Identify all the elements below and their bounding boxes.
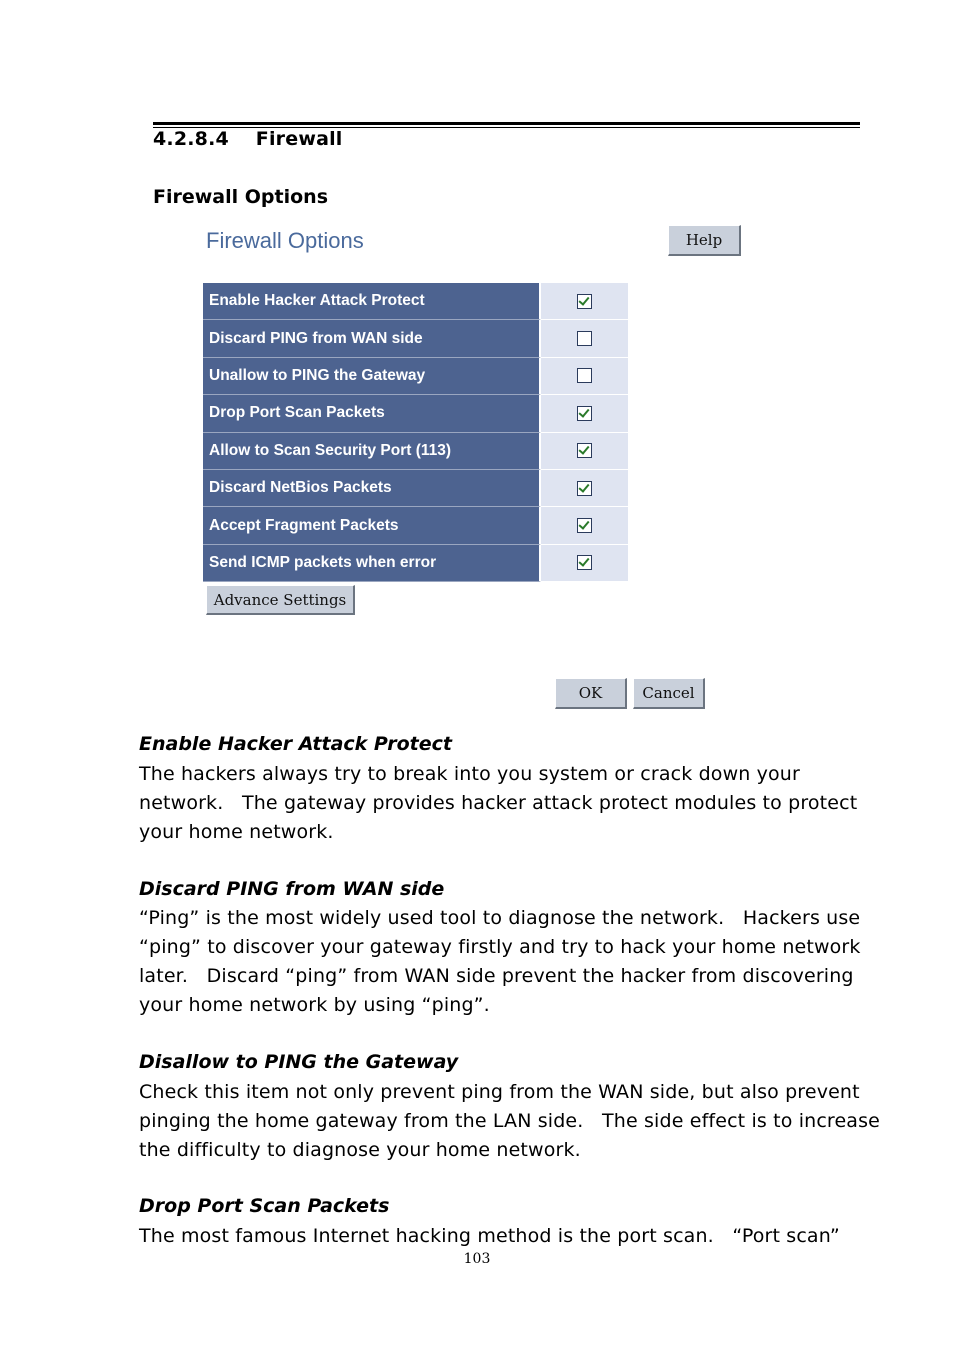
paragraph-drop-port-scan: The most famous Internet hacking method is the port scan. “Port scan”: [139, 1225, 840, 1247]
option-row-security-port: [203, 433, 628, 470]
page-number: 103: [463, 1251, 491, 1267]
option-row-netbios: [203, 470, 628, 507]
option-checkbox-icmp[interactable]: [577, 555, 592, 570]
option-label: Drop Port Scan Packets: [203, 395, 541, 432]
option-row-hacker-attack: [203, 283, 628, 320]
option-row-fragment: [203, 507, 628, 544]
section-number: 4.2.8.4: [153, 128, 229, 150]
heading-hacker-attack: Enable Hacker Attack Protect: [139, 733, 452, 755]
option-row-icmp: [203, 545, 628, 582]
heading-disallow-ping: Disallow to PING the Gateway: [139, 1051, 459, 1073]
option-label: Unallow to PING the Gateway: [203, 358, 541, 395]
option-row-unallow-ping: [203, 358, 628, 395]
firewall-options-table: [203, 283, 628, 582]
option-label: Discard NetBios Packets: [203, 470, 541, 507]
option-checkbox-security-port[interactable]: [577, 443, 592, 458]
ok-button[interactable]: OK: [555, 678, 627, 709]
option-label: Allow to Scan Security Port (113): [203, 433, 541, 470]
option-checkbox-hacker-attack[interactable]: [577, 294, 592, 309]
subheading: Firewall Options: [153, 186, 328, 208]
option-checkbox-fragment[interactable]: [577, 518, 592, 533]
panel-title: Firewall Options: [206, 228, 364, 253]
paragraph-disallow-ping: Check this item not only prevent ping from the WAN side, but also prevent pinging the home gateway from the LAN side. The side effect is to increase the difficulty to diagnose your home network.: [139, 1081, 880, 1161]
section-heading: [153, 128, 343, 150]
advance-settings-button[interactable]: Advance Settings: [206, 585, 355, 615]
option-row-discard-ping: [203, 320, 628, 357]
section-title: Firewall: [255, 128, 343, 150]
option-label: Accept Fragment Packets: [203, 507, 541, 544]
option-label: Send ICMP packets when error: [203, 545, 541, 582]
option-checkbox-unallow-ping[interactable]: [577, 368, 592, 383]
cancel-button[interactable]: Cancel: [633, 678, 705, 709]
option-label: Discard PING from WAN side: [203, 320, 541, 357]
help-button[interactable]: Help: [668, 225, 741, 256]
option-row-drop-port-scan: [203, 395, 628, 432]
option-checkbox-discard-ping[interactable]: [577, 331, 592, 346]
paragraph-hacker-attack: The hackers always try to break into you system or crack down your network. The gateway provides hacker attack protect modules to protect your home network.: [139, 763, 858, 843]
heading-drop-port-scan: Drop Port Scan Packets: [139, 1195, 390, 1217]
heading-discard-ping: Discard PING from WAN side: [139, 878, 445, 900]
option-checkbox-netbios[interactable]: [577, 481, 592, 496]
option-checkbox-drop-port-scan[interactable]: [577, 406, 592, 421]
paragraph-discard-ping: “Ping” is the most widely used tool to diagnose the network. Hackers use “ping” to discover your gateway firstly and try to hack your home network later. Discard “ping” from WAN side prevent the hacker from discovering your home network by using “ping”.: [139, 907, 861, 1016]
header-rule: [153, 122, 860, 125]
option-label: Enable Hacker Attack Protect: [203, 283, 541, 320]
